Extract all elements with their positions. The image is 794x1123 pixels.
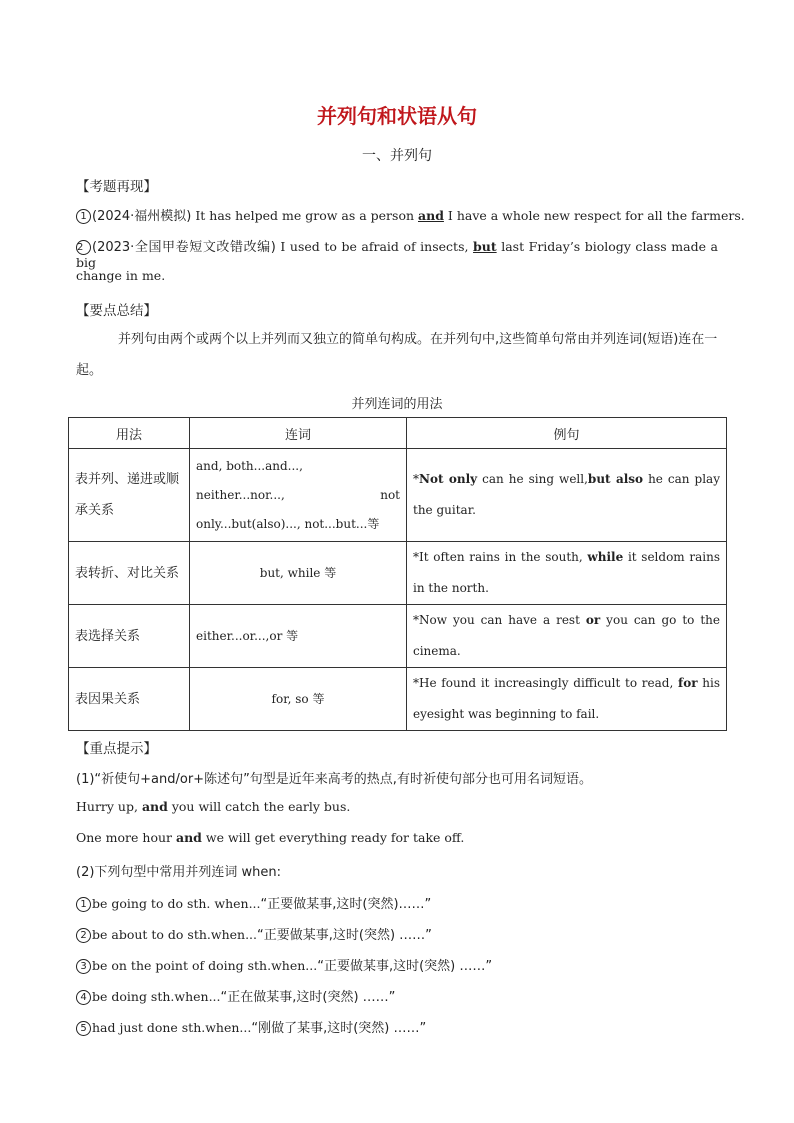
pattern-chinese: “正在做某事,这时(突然) ……” [220,990,396,1005]
exam-continuation: change in me. [76,268,166,283]
conjunction-cell: but, while 等 [190,542,407,605]
example-text: we will get everything ready for take off. [201,830,465,845]
pattern-item [76,893,431,912]
pattern-chinese: “刚做了某事,这时(突然) ……” [251,1021,427,1036]
circled-number: 5 [76,1021,91,1036]
header-example: 例句 [407,418,727,449]
tips-heading: 【重点提示】 [76,741,157,757]
example-text: * [413,472,419,486]
usage-cell: 表选择关系 [69,605,190,668]
exam-source: (2024·福州模拟) [92,209,192,224]
exam-keyword: and [418,208,444,223]
conjunction-line: only...but(also)..., not...but...等 [196,516,380,531]
example-keyword: and [175,830,202,845]
example-text: *Now you can have a rest [413,613,586,627]
summary-heading: 【要点总结】 [76,303,157,319]
example-keyword: Not only [419,472,478,486]
example-text: his eyesight was beginning to fail. [413,676,720,721]
pattern-chinese: “正要做某事,这时(突然)……” [260,897,432,912]
exam-item-1 [76,205,745,224]
pattern-item [76,986,395,1005]
section-heading: 一、并列句 [362,148,432,164]
example-text: Hurry up, [76,799,142,814]
usage-cell: 表因果关系 [69,668,190,731]
table-row [69,542,727,605]
usage-cell: 表并列、递进或顺承关系 [69,449,190,542]
conjunction-cell: either...or...,or 等 [190,605,407,668]
circled-number: 1 [76,209,91,224]
example-text: can he sing well, [477,472,588,486]
circled-number: 1 [76,897,91,912]
tip-2: (2)下列句型中常用并列连词 when: [76,865,282,880]
pattern-english: had just done sth.when... [92,1020,252,1035]
example-text: it seldom rains in the north. [413,550,721,595]
pattern-english: be going to do sth. when... [92,896,261,911]
pattern-english: be doing sth.when... [92,989,221,1004]
table-row [69,668,727,731]
circled-number: 3 [76,959,91,974]
example-keyword: but also [587,472,644,486]
conjunction-table [68,417,727,731]
example-text: you will catch the early bus. [167,799,351,814]
example-cell [407,605,727,668]
exam-text: It has helped me grow as a person [191,208,418,223]
conjunction-line: not [380,487,400,502]
tip-1-example [76,830,464,845]
table-row [69,605,727,668]
example-text: you can go to the cinema. [413,613,720,658]
example-cell [407,449,727,542]
circled-number: 4 [76,990,91,1005]
pattern-chinese: “正要做某事,这时(突然) ……” [317,959,493,974]
conjunction-cell: for, so 等 [190,668,407,731]
table-caption: 并列连词的用法 [351,397,443,412]
page-title: 并列句和状语从句 [317,104,477,128]
conjunction-line-group [196,481,400,510]
tip-1: (1)“祈使句+and/or+陈述句”句型是近年来高考的热点,有时祈使句部分也可用名词短语。 [76,772,592,787]
tip-1-example [76,799,350,814]
pattern-english: be about to do sth.when... [92,927,258,942]
exam-item-2 [76,236,718,270]
pattern-english: be on the point of doing sth.when... [92,958,318,973]
circled-number: 2 [76,240,91,255]
conjunction-cell [190,449,407,542]
summary-text: 并列句由两个或两个以上并列而又独立的简单句构成。在并列句中,这些简单句常由并列连词(短语)连在一起。 [76,332,718,378]
example-text: *He found it increasingly difficult to read, [413,676,679,690]
example-keyword: or [585,613,601,627]
usage-cell: 表转折、对比关系 [69,542,190,605]
table-row [69,449,727,542]
example-keyword: and [141,799,168,814]
example-cell [407,542,727,605]
circled-number: 2 [76,928,91,943]
example-text: he can play the guitar. [413,472,720,517]
exam-source: (2023·全国甲卷短文改错改编) [92,240,276,255]
pattern-item [76,1017,426,1036]
table-header-row [69,418,727,449]
example-text: *It often rains in the south, [413,550,588,564]
exam-heading: 【考题再现】 [76,179,157,195]
pattern-chinese: “正要做某事,这时(突然) ……” [257,928,432,943]
conjunction-line: and, both...and..., [196,458,303,473]
example-keyword: while [587,550,624,564]
header-usage: 用法 [69,418,190,449]
exam-text: I used to be afraid of insects, [275,239,474,254]
example-cell [407,668,727,731]
example-keyword: for [678,676,698,690]
header-conjunction: 连词 [190,418,407,449]
exam-text: I have a whole new respect for all the farmers. [443,208,745,223]
example-text: One more hour [76,830,176,845]
exam-keyword: but [473,239,497,254]
exam-text: last Friday’s biology class made a big [76,239,718,270]
pattern-item [76,955,492,974]
conjunction-line: neither...nor..., [196,487,285,502]
pattern-item [76,924,432,943]
